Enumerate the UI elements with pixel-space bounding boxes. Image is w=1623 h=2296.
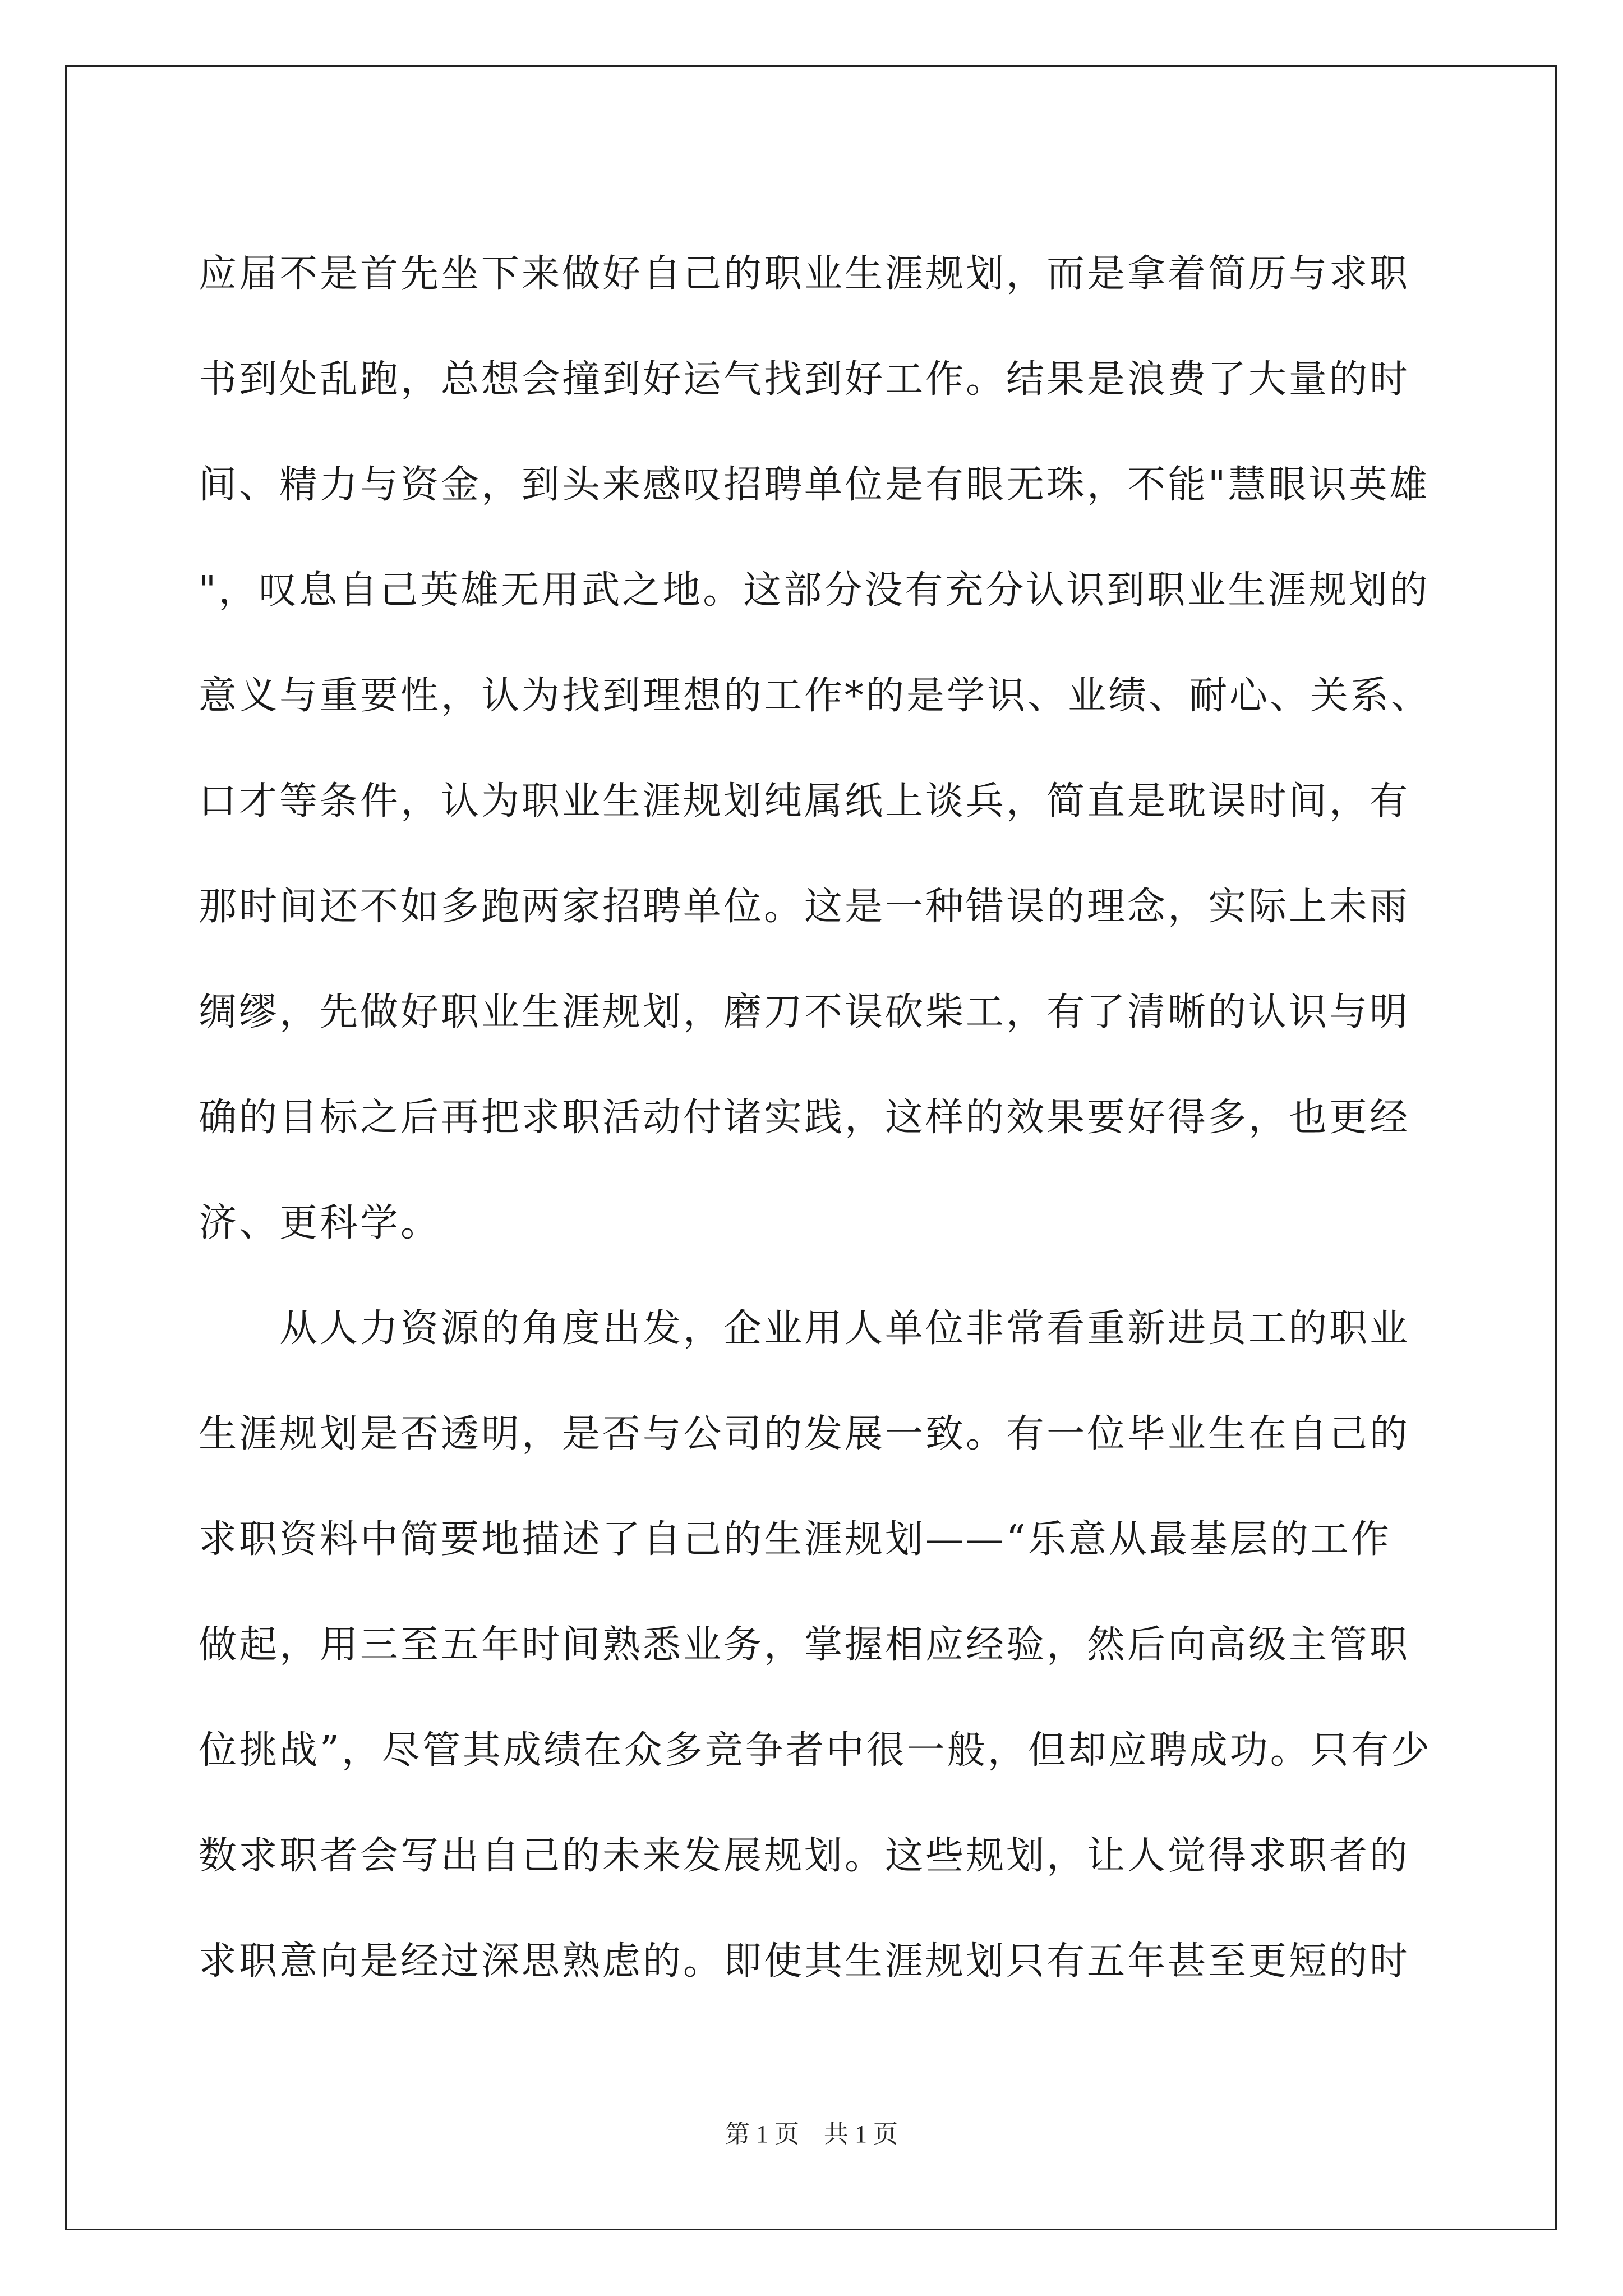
text-line: 书到处乱跑，总想会撞到好运气找到好工作。结果是浪费了大量的时: [199, 357, 1410, 402]
document-body: [199, 222, 1488, 2014]
text-line: 那时间还不如多跑两家招聘单位。这是一种错误的理念，实际上未雨: [199, 885, 1410, 929]
text-line: 做起，用三至五年时间熟悉业务，掌握相应经验，然后向高级主管职: [199, 1623, 1410, 1667]
text-line: 生涯规划是否透明，是否与公司的发展一致。有一位毕业生在自己的: [199, 1412, 1410, 1456]
text-line: "，叹息自己英雄无用武之地。这部分没有充分认识到职业生涯规划的: [199, 568, 1430, 613]
text-line: 意义与重要性，认为找到理想的工作*的是学识、业绩、耐心、关系、: [199, 674, 1432, 718]
paragraph-first-line: 从人力资源的角度出发，企业用人单位非常看重新进员工的职业: [279, 1306, 1410, 1351]
text-line: 应届不是首先坐下来做好自己的职业生涯规划，而是拿着简历与求职: [199, 252, 1410, 296]
page-footer: 第 1 页 共 1 页: [725, 2120, 898, 2148]
text-line: 间、精力与资金，到头来感叹招聘单位是有眼无珠，不能"慧眼识英雄: [199, 463, 1430, 507]
text-line: 求职意向是经过深思熟虑的。即使其生涯规划只有五年甚至更短的时: [199, 1939, 1410, 1984]
text-line: 位挑战”，尽管其成绩在众多竞争者中很一般，但却应聘成功。只有少: [199, 1728, 1432, 1773]
text-line: 求职资料中简要地描述了自己的生涯规划——“乐意从最基层的工作: [199, 1517, 1391, 1562]
text-line: 确的目标之后再把求职活动付诸实践，这样的效果要好得多，也更经: [199, 1096, 1410, 1140]
text-line: 口才等条件，认为职业生涯规划纯属纸上谈兵，简直是耽误时间，有: [199, 779, 1410, 823]
text-line: 济、更科学。: [199, 1201, 441, 1245]
text-line: 数求职者会写出自己的未来发展规划。这些规划，让人觉得求职者的: [199, 1834, 1410, 1878]
text-line: 绸缪，先做好职业生涯规划，磨刀不误砍柴工，有了清晰的认识与明: [199, 990, 1410, 1034]
